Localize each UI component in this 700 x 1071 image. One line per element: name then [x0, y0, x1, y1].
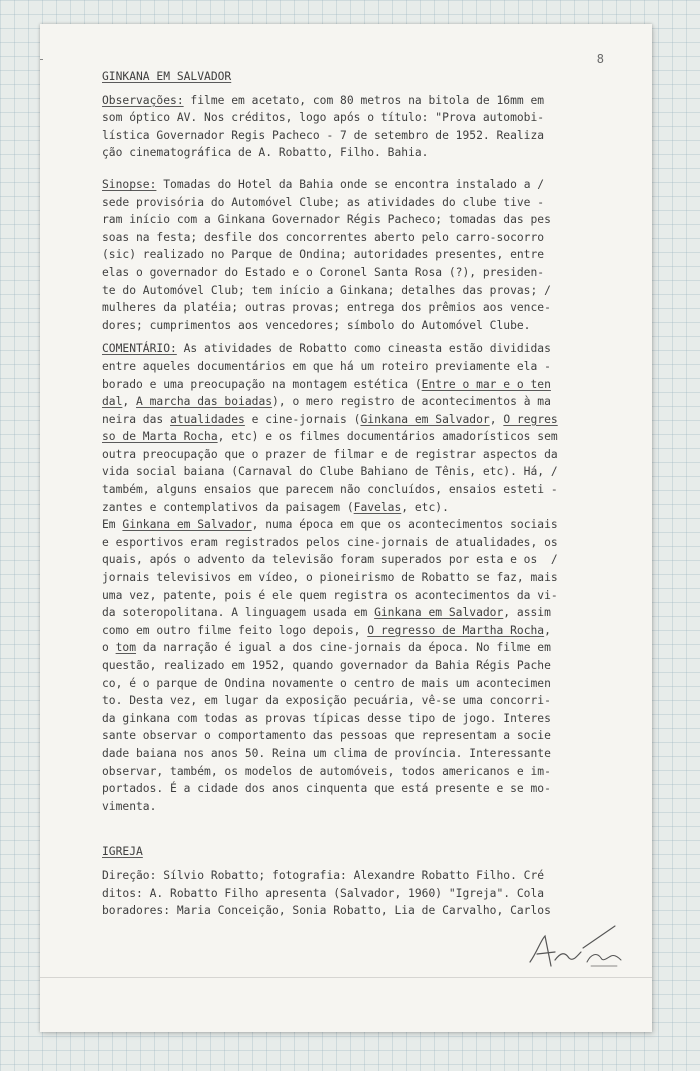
sinopse-line: ram início com a Ginkana Governador Régis Pacheco; tomadas das pes [102, 213, 551, 227]
sinopse-label: Sinopse: [102, 177, 157, 191]
comentario-line: neira das atualidades e cine-jornais (Ginkana em Salvador, O regres [102, 412, 558, 426]
paragraph-line: sante observar o comportamento das pessoas que representam a socie [102, 729, 551, 743]
document-title: GINKANA EM SALVADOR [102, 70, 232, 83]
paragraph-line: questão, realizado em 1952, quando governador da Bahia Régis Pache [102, 659, 551, 672]
paragraph-line: o tom da narração é igual a dos cine-jornais da época. No filme em [102, 641, 551, 655]
paragraph-line: e esportivos eram registrados pelos cine-jornais de atualidades, os [102, 535, 558, 549]
igreja-title: IGREJA [102, 845, 143, 859]
paragraph-line: vimenta. [102, 799, 157, 813]
comentario-line: so de Marta Rocha, etc) e os filmes documentários amadorísticos sem [102, 430, 558, 444]
sinopse-line: dores; cumprimentos aos vencedores; símbolo do Automóvel Clube. [102, 318, 531, 332]
sinopse-line: soas na festa; desfile dos concorrentes aberto pelo carro-socorro [102, 230, 545, 244]
observacoes-line: ção cinematográfica de A. Robatto, Filho. Bahia. [102, 146, 429, 160]
sinopse-line: sede provisória do Automóvel Clube; as atividades do clube tive - [102, 195, 545, 209]
observacoes-line: lística Governador Regis Pacheco - 7 de setembro de 1952. Realiza [102, 128, 545, 142]
paragraph-line: da ginkana com todas as provas típicas desse tipo de jogo. Interes [102, 711, 551, 725]
sinopse-line: Sinopse: Tomadas do Hotel da Bahia onde se encontra instalado a / [102, 177, 545, 191]
paragraph-line: co, é o parque de Ondina novamente o centro de mais um acontecimen [102, 676, 551, 690]
observacoes-line: som óptico AV. Nos créditos, logo após o título: "Prova automobi- [102, 111, 545, 125]
sinopse-line: elas o governador do Estado e o Coronel Santa Rosa (?), presiden- [102, 265, 545, 279]
document-page [40, 24, 652, 1032]
paragraph-line: jornais televisivos em vídeo, o pioneirismo de Robatto se faz, mais [102, 571, 558, 585]
paragraph-line: Em Ginkana em Salvador, numa época em que os acontecimentos sociais [102, 518, 558, 532]
page-number: 8 [596, 52, 604, 66]
comentario-line: também, alguns ensaios que parecem não concluídos, ensaios esteti - [102, 483, 558, 497]
igreja-line: ditos: A. Robatto Filho apresenta (Salvador, 1960) "Igreja". Cola [102, 886, 545, 900]
observacoes-line: Observações: filme em acetato, com 80 metros na bitola de 16mm em [102, 93, 545, 107]
observacoes-label: Observações: [102, 93, 184, 107]
paragraph-line: dade baiana nos anos 50. Reina um clima de província. Interessante [102, 746, 551, 760]
handwritten-signature [525, 922, 625, 978]
paragraph-line: da soteropolitana. A linguagem usada em Ginkana em Salvador, assim [102, 606, 551, 620]
comentario-line: zantes e contemplativos da paisagem (Favelas, etc). [102, 500, 449, 514]
sinopse-line: te do Automóvel Club; tem início a Ginkana; detalhes das provas; / [102, 283, 551, 297]
sinopse-line: mulheres da platéia; outras provas; entrega dos prêmios aos vence- [102, 301, 551, 315]
paragraph-line: portados. É a cidade dos anos cinquenta que está presente e se mo- [102, 782, 551, 796]
igreja-line: Direção: Sílvio Robatto; fotografia: Alexandre Robatto Filho. Cré [102, 868, 545, 882]
igreja-line: boradores: Maria Conceição, Sonia Robatto, Lia de Carvalho, Carlos [102, 904, 551, 918]
document-body [102, 68, 612, 920]
comentario-line: COMENTÁRIO: As atividades de Robatto como cineasta estão divididas [102, 342, 551, 356]
paragraph-line: como em outro filme feito logo depois, O regresso de Martha Rocha, [102, 623, 551, 637]
paragraph-line: to. Desta vez, em lugar da exposição pecuária, vê-se uma concorri- [102, 694, 551, 708]
sinopse-line: (sic) realizado no Parque de Ondina; autoridades presentes, entre [102, 248, 545, 262]
paragraph-line: quais, após o advento da televisão foram superados por esta e os / [102, 553, 558, 567]
paragraph-line: observar, também, os modelos de automóveis, todos americanos e im- [102, 764, 551, 778]
comentario-line: outra preocupação que o prazer de filmar e de registrar aspectos da [102, 447, 558, 461]
comentario-line: dal, A marcha das boiadas), o mero registro de acontecimentos à ma [102, 395, 551, 409]
paragraph-line: uma vez, patente, pois é ele quem registra os acontecimentos da vi- [102, 588, 558, 602]
comentario-line: vida social baiana (Carnaval do Clube Bahiano de Tênis, etc). Há, / [102, 465, 558, 479]
comentario-label: COMENTÁRIO: [102, 342, 177, 356]
comentario-line: borado e uma preocupação na montagem estética (Entre o mar e o ten [102, 377, 551, 391]
comentario-line: entre aqueles documentários em que há um roteiro previamente ela - [102, 359, 551, 373]
